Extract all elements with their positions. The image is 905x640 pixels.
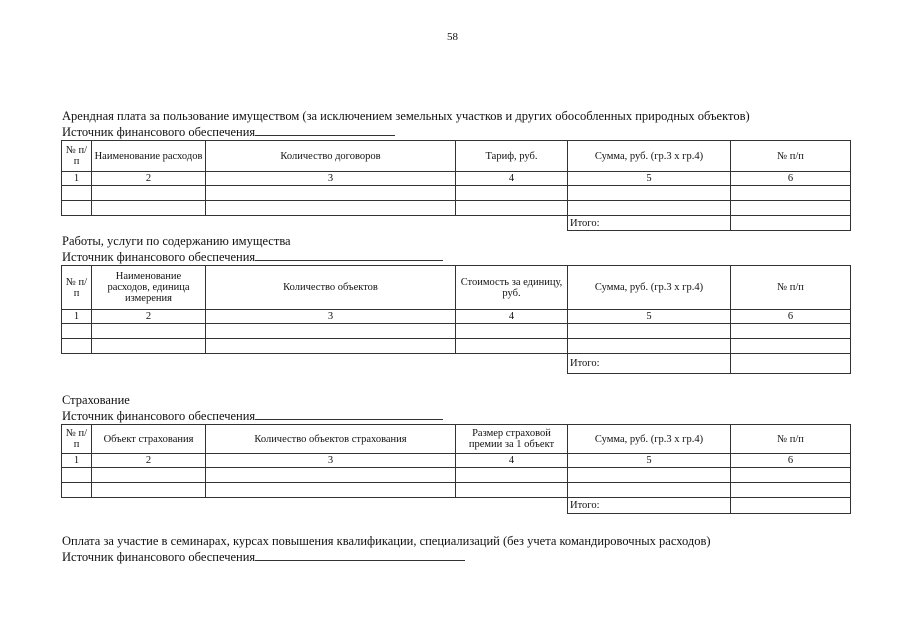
section-title-maintenance: Работы, услуги по содержанию имущества	[62, 234, 291, 248]
header-cell: Размер страховой премии за 1 объект	[456, 425, 568, 454]
column-number: 1	[62, 172, 92, 186]
funding-source-label: Источник финансового обеспечения	[62, 125, 256, 139]
total-row	[62, 216, 851, 231]
header-cell: Количество объектов	[206, 266, 456, 310]
funding-source-seminars	[62, 549, 465, 564]
funding-source-rent	[62, 124, 395, 139]
funding-source-blank[interactable]	[255, 408, 443, 420]
column-number: 3	[206, 454, 456, 468]
table-header-row	[62, 425, 851, 454]
total-row	[62, 354, 851, 374]
header-cell: Количество объектов страхования	[206, 425, 456, 454]
column-number-row	[62, 454, 851, 468]
insurance-table	[61, 424, 851, 514]
funding-source-blank[interactable]	[255, 249, 443, 261]
table-row[interactable]	[62, 324, 851, 339]
total-value-cell[interactable]	[731, 498, 851, 514]
column-number: 4	[456, 310, 568, 324]
funding-source-maintenance	[62, 249, 443, 264]
column-number: 3	[206, 310, 456, 324]
column-number: 6	[731, 172, 851, 186]
column-number-row	[62, 310, 851, 324]
table-header-row	[62, 141, 851, 172]
header-cell: № п/п	[731, 141, 851, 172]
header-cell: Наименование расходов, единица измерения	[92, 266, 206, 310]
column-number: 5	[568, 310, 731, 324]
funding-source-label: Источник финансового обеспечения	[62, 550, 256, 564]
header-cell: № п/п	[62, 141, 92, 172]
header-cell: Сумма, руб. (гр.3 х гр.4)	[568, 266, 731, 310]
column-number: 2	[92, 310, 206, 324]
header-cell: Количество договоров	[206, 141, 456, 172]
column-number: 1	[62, 454, 92, 468]
funding-source-label: Источник финансового обеспечения	[62, 250, 256, 264]
column-number: 3	[206, 172, 456, 186]
header-cell: Тариф, руб.	[456, 141, 568, 172]
table-row[interactable]	[62, 339, 851, 354]
header-cell: № п/п	[731, 425, 851, 454]
section-title-insurance: Страхование	[62, 393, 130, 407]
maintenance-table	[61, 265, 851, 374]
total-label: Итого:	[568, 354, 731, 374]
total-row	[62, 498, 851, 514]
table-row[interactable]	[62, 201, 851, 216]
funding-source-insurance	[62, 408, 443, 423]
column-number-row	[62, 172, 851, 186]
total-value-cell[interactable]	[731, 216, 851, 231]
header-cell: Объект страхования	[92, 425, 206, 454]
page-number: 58	[447, 31, 458, 43]
column-number: 5	[568, 454, 731, 468]
table-row[interactable]	[62, 186, 851, 201]
header-cell: Сумма, руб. (гр.3 х гр.4)	[568, 425, 731, 454]
total-label: Итого:	[568, 498, 731, 514]
table-row[interactable]	[62, 468, 851, 483]
header-cell: № п/п	[62, 425, 92, 454]
column-number: 2	[92, 454, 206, 468]
column-number: 6	[731, 454, 851, 468]
table-row[interactable]	[62, 483, 851, 498]
section-title-seminars: Оплата за участие в семинарах, курсах повышения квалификации, специализаций (без учета командировочных расходов)	[62, 534, 711, 548]
section-title-rent: Арендная плата за пользование имуществом (за исключением земельных участков и других обособленных природных объектов)	[62, 109, 750, 123]
table-header-row	[62, 266, 851, 310]
header-cell: Стоимость за единицу, руб.	[456, 266, 568, 310]
column-number: 4	[456, 454, 568, 468]
column-number: 1	[62, 310, 92, 324]
rent-table	[61, 140, 851, 231]
column-number: 2	[92, 172, 206, 186]
funding-source-label: Источник финансового обеспечения	[62, 409, 256, 423]
funding-source-blank[interactable]	[255, 124, 395, 136]
column-number: 4	[456, 172, 568, 186]
column-number: 5	[568, 172, 731, 186]
funding-source-blank[interactable]	[255, 549, 465, 561]
header-cell: Сумма, руб. (гр.3 х гр.4)	[568, 141, 731, 172]
header-cell: Наименование расходов	[92, 141, 206, 172]
total-value-cell[interactable]	[731, 354, 851, 374]
header-cell: № п/п	[62, 266, 92, 310]
column-number: 6	[731, 310, 851, 324]
total-label: Итого:	[568, 216, 731, 231]
header-cell: № п/п	[731, 266, 851, 310]
